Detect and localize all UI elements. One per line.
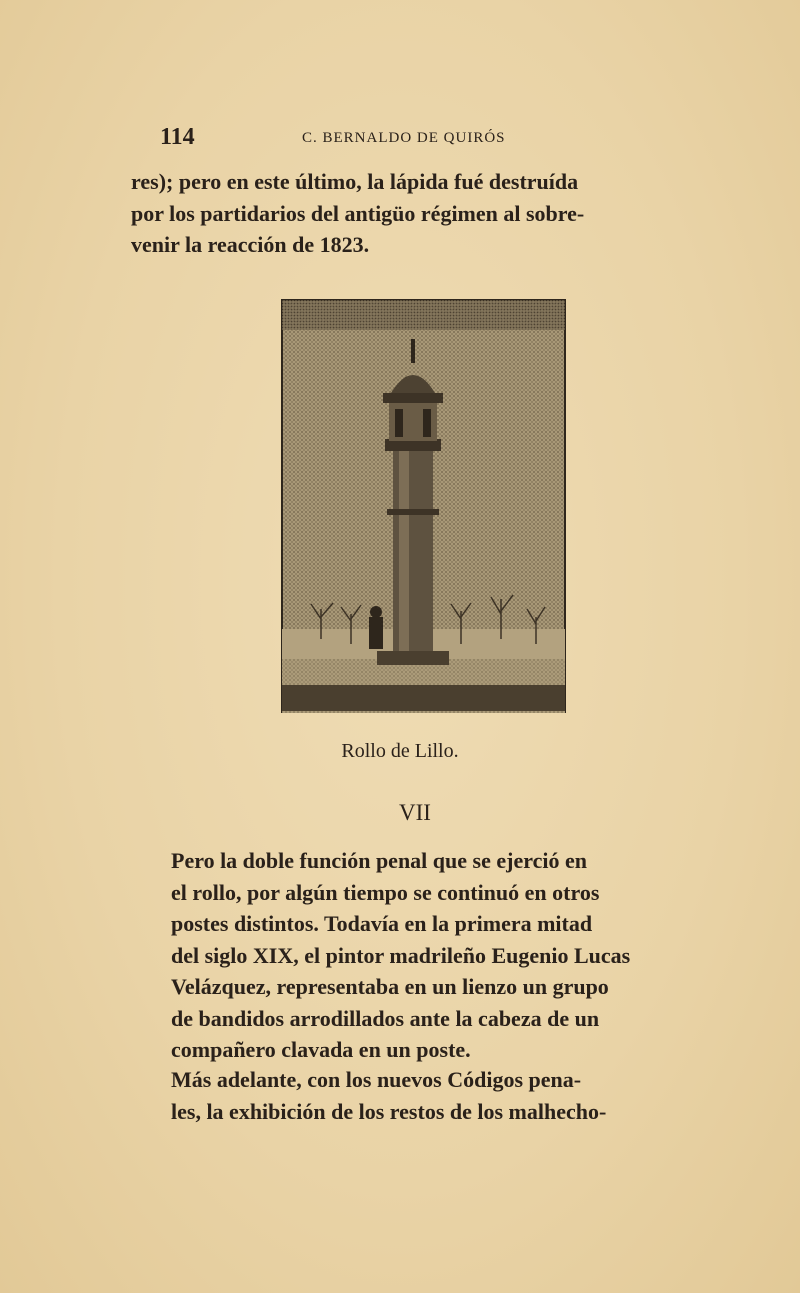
text-line: el rollo, por algún tiempo se continuó en otros (171, 879, 600, 905)
section-heading: VII (399, 800, 431, 825)
page-number: 114 (160, 124, 195, 150)
text-line: compañero clavada en un poste. (171, 1037, 471, 1062)
figure-engraving (281, 299, 566, 713)
text-line: de bandidos arrodillados ante la cabeza de un (171, 1005, 600, 1031)
text-line: por los partidarios del antigüo régimen al sobre- (131, 200, 585, 226)
text-line: Pero la doble función penal que se ejerció en (171, 848, 587, 873)
paragraph-3 (131, 1064, 701, 1127)
text-line: venir la reacción de 1823. (131, 232, 370, 257)
text-line: Velázquez, representaba en un lienzo un grupo (171, 974, 609, 999)
stone-pillar-engraving-icon (281, 299, 566, 713)
text-line: del siglo XIX, el pintor madrileño Eugenio Lucas (171, 942, 631, 968)
page-header (160, 124, 720, 154)
text-line: Más adelante, con los nuevos Códigos pena- (171, 1067, 582, 1092)
paragraph-2 (131, 845, 701, 1066)
text-line: postes distintos. Todavía en la primera mitad (171, 911, 593, 936)
paragraph-1 (131, 166, 701, 261)
text-line: res); pero en este último, la lápida fué destruída (131, 169, 579, 194)
text-line: les, la exhibición de los restos de los malhecho- (171, 1098, 607, 1124)
figure-caption: Rollo de Lillo. (341, 740, 459, 762)
running-head: C. BERNALDO DE QUIRÓS (302, 130, 506, 146)
